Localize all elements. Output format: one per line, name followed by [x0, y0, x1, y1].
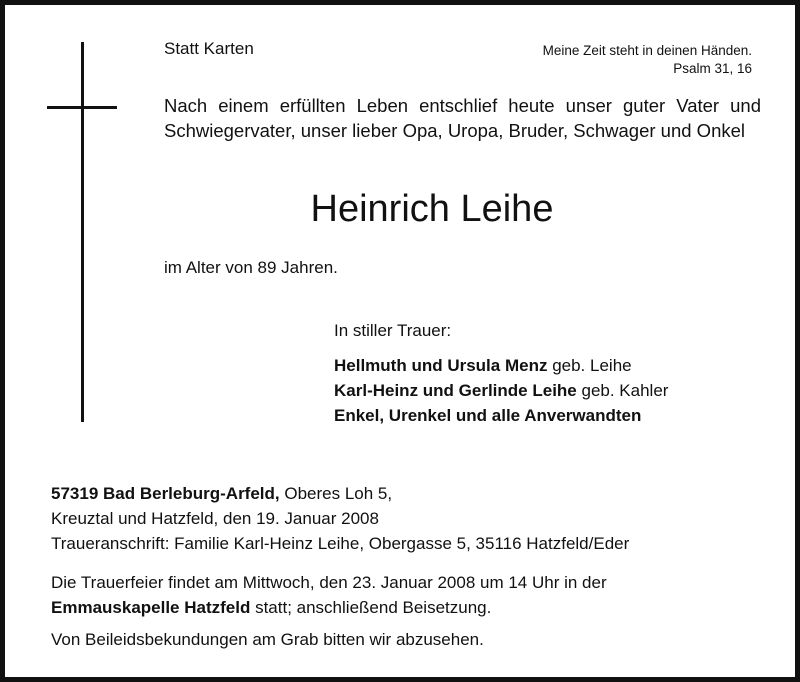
mourner-names: Enkel, Urenkel und alle Anverwandten: [334, 406, 642, 425]
mourner-entry: [334, 403, 668, 428]
address-block: [51, 481, 629, 556]
mourner-names: Karl-Heinz und Gerlinde Leihe: [334, 381, 577, 400]
mourner-entry: [334, 353, 668, 378]
ceremony-rest: statt; anschließend Beisetzung.: [250, 598, 492, 617]
address-street: Oberes Loh 5,: [279, 484, 393, 503]
ceremony-line: Die Trauerfeier findet am Mittwoch, den 23. Januar 2008 um 14 Uhr in der: [51, 573, 607, 592]
mourner-note: geb. Kahler: [576, 381, 669, 400]
mourning-heading: In stiller Trauer:: [334, 321, 452, 340]
mourning-address: Traueranschrift: Familie Karl-Heinz Leihe, Obergasse 5, 35116 Hatzfeld/Eder: [51, 534, 630, 553]
motto-quote: Meine Zeit steht in deinen Händen.: [542, 43, 752, 58]
ceremony-block: [51, 570, 607, 620]
mourner-names: Hellmuth und Ursula Menz: [334, 356, 548, 375]
condolence-note: Von Beileidsbekundungen am Grab bitten wir abzusehen.: [51, 630, 484, 649]
motto-reference: Psalm 31, 16: [673, 61, 752, 76]
mourner-note: geb. Leihe: [547, 356, 632, 375]
mourner-entry: [334, 378, 668, 403]
statt-karten-label: Statt Karten: [164, 39, 254, 58]
bible-motto: [543, 42, 752, 78]
ceremony-line-2: [51, 595, 607, 620]
intro-text: Nach einem erfüllten Leben entschlief heute unser guter Vater und Schwiegervater, unser lieber Opa, Uropa, Bruder, Schwager und Onkel: [164, 95, 761, 141]
deceased-name: Heinrich Leihe: [310, 188, 554, 230]
date-line: Kreuztal und Hatzfeld, den 19. Januar 2008: [51, 509, 379, 528]
address-place: 57319 Bad Berleburg-Arfeld,: [51, 484, 280, 503]
ceremony-location: Emmauskapelle Hatzfeld: [51, 598, 251, 617]
cross-icon-horizontal-bar: [47, 106, 117, 109]
mourners-list: [334, 353, 668, 428]
address-line: [51, 481, 629, 506]
age-text: im Alter von 89 Jahren.: [164, 258, 338, 277]
